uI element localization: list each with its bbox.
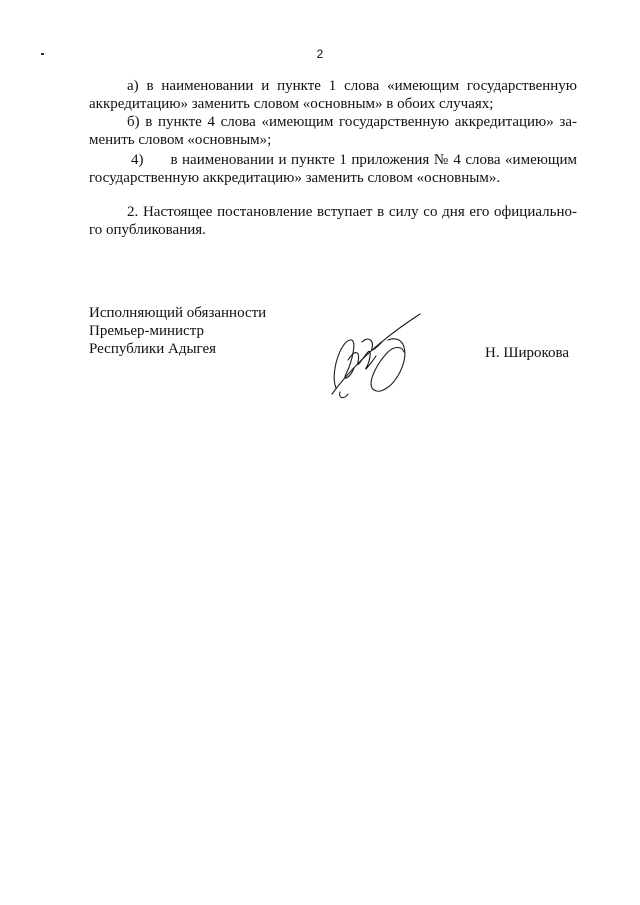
body-line-b-1: б) в пункте 4 слова «имеющим государственную аккредитацию» за- <box>127 114 577 130</box>
page-number: 2 <box>316 47 324 61</box>
signatory-position <box>89 304 266 358</box>
body-line-a-1: а) в наименовании и пункте 1 слова «имеющим государственную <box>127 78 577 94</box>
signer-name: Н. Широкова <box>485 345 570 361</box>
position-line-2: Премьер-министр <box>89 323 204 339</box>
body-line-4-2: государственную аккредитацию» заменить словом «основным». <box>89 170 501 186</box>
scan-speck <box>41 53 44 55</box>
handwritten-signature <box>322 312 427 402</box>
body-line-a-2: аккредитацию» заменить словом «основным» в обоих случаях; <box>89 96 494 112</box>
position-line-1: Исполняющий обязанности <box>89 305 267 321</box>
body-line-4-1: 4) в наименовании и пункте 1 приложения № 4 слова «имеющим <box>131 152 577 168</box>
body-line-2-1: 2. Настоящее постановление вступает в силу со дня его официально- <box>127 204 577 220</box>
position-line-3: Республики Адыгея <box>89 341 217 357</box>
body-line-2-2: го опубликования. <box>89 222 206 238</box>
body-line-b-2: менить словом «основным»; <box>89 132 272 148</box>
